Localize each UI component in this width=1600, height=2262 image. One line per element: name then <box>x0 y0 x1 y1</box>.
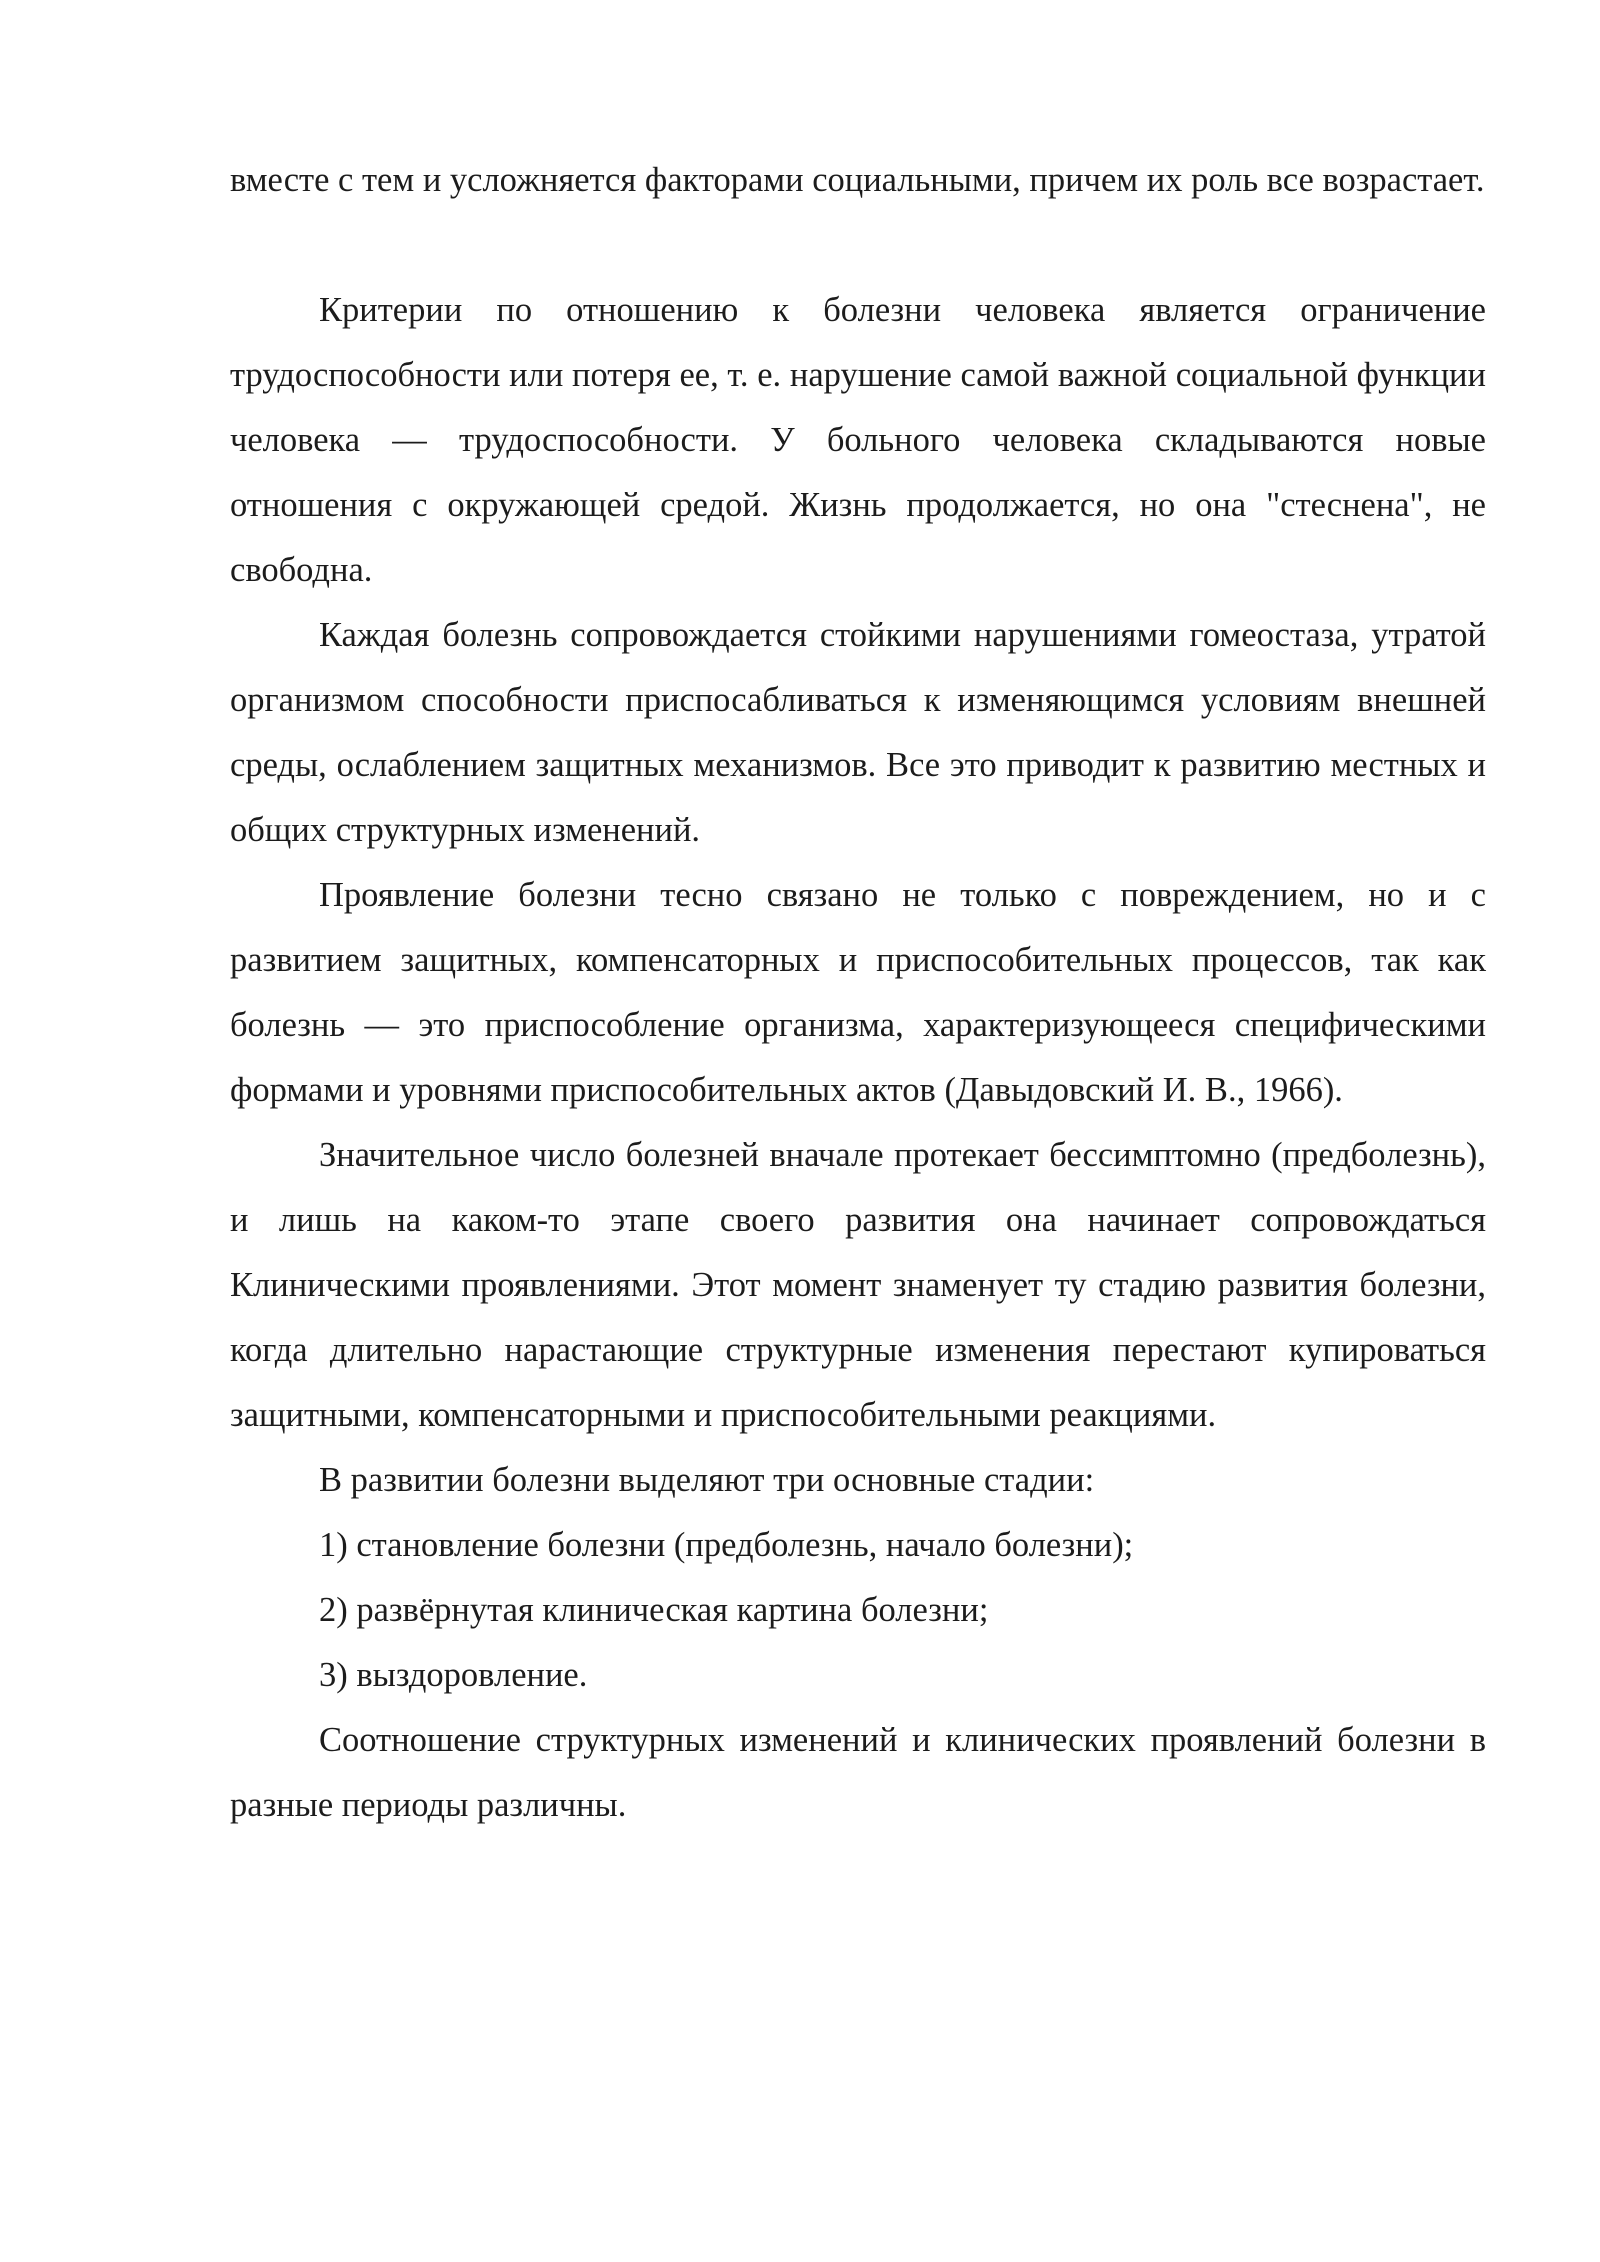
paragraph-asymptomatic-stage: Значительное число болезней вначале протекает бессимптомно (предболезнь), и лишь на каком-то этапе своего развития она начинает сопровождаться Клиническими проявлениями. Этот момент знаменует ту стадию развития болезни, когда длительно нарастающие структурные изменения перестают купироваться защитными, компенсаторными и приспособительными реакциями. <box>230 1136 1486 1434</box>
paragraph-conclusion: Соотношение структурных изменений и клинических проявлений болезни в разные периоды различны. <box>230 1721 1486 1824</box>
paragraph-disease-criteria: Критерии по отношению к болезни человека является ограничение трудоспособности или потеря ее, т. е. нарушение самой важной социальной функции человека — трудоспособности. У больного человека складываются новые отношения с окружающей средой. Жизнь продолжается, но она "стеснена", не свободна. <box>230 291 1486 589</box>
list-item-stage-2: 2) развёрнутая клиническая картина болезни; <box>319 1591 989 1629</box>
paragraph-spacer <box>230 213 1486 278</box>
paragraph-continuation: вместе с тем и усложняется факторами социальными, причем их роль все возрастает. <box>230 161 1485 199</box>
list-item-stage-1: 1) становление болезни (предболезнь, начало болезни); <box>319 1526 1134 1564</box>
list-item-stage-3: 3) выздоровление. <box>319 1656 588 1694</box>
paragraph-disease-manifestation: Проявление болезни тесно связано не только с повреждением, но и с развитием защитных, компенсаторных и приспособительных процессов, так как болезнь — это приспособление организма, характеризующееся специфическими формами и уровнями приспособительных актов (Давыдовский И. В., 1966). <box>230 876 1486 1109</box>
paragraph-homeostasis: Каждая болезнь сопровождается стойкими нарушениями гомеостаза, утратой организмом способности приспосабливаться к изменяющимся условиям внешней среды, ослаблением защитных механизмов. Все это приводит к развитию местных и общих структурных изменений. <box>230 616 1486 849</box>
paragraph-stages-intro: В развитии болезни выделяют три основные стадии: <box>319 1461 1095 1499</box>
document-body <box>230 148 1486 1838</box>
